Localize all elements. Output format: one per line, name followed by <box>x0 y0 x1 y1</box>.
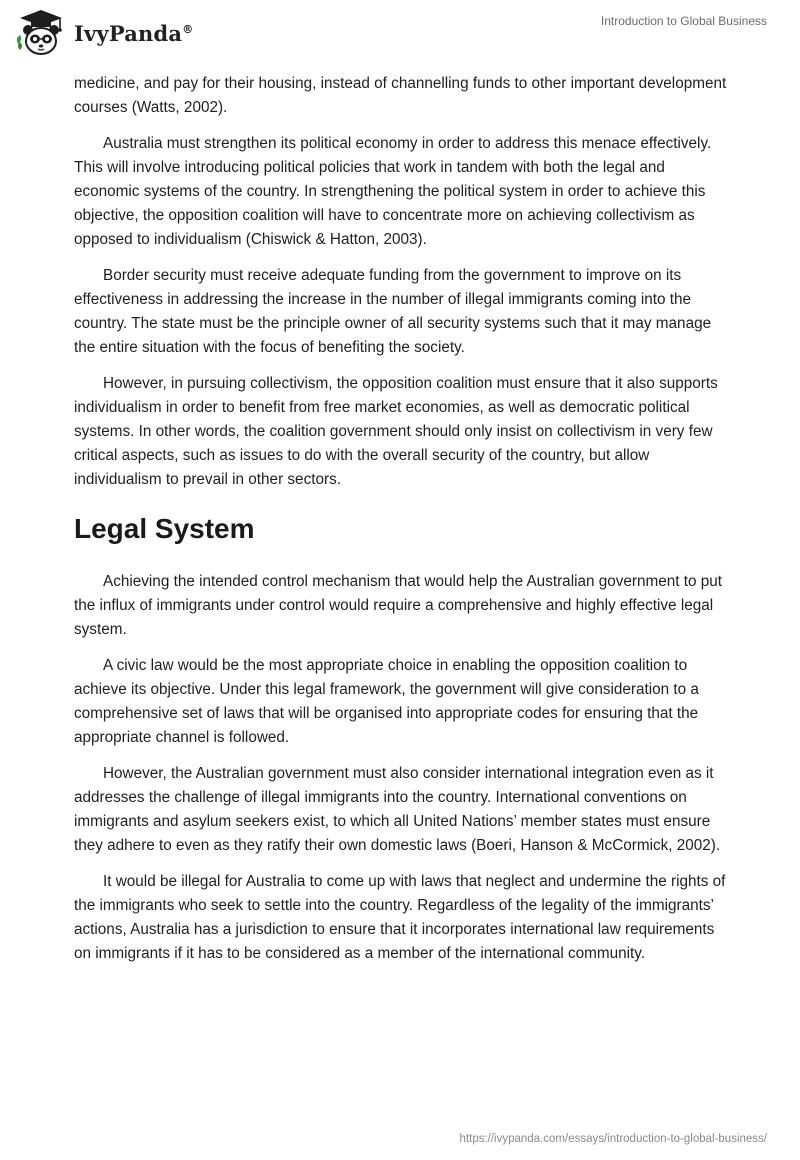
registered-mark: ® <box>182 22 194 36</box>
paragraph: medicine, and pay for their housing, instead of channelling funds to other important development courses (Watts, 2002). <box>74 75 727 116</box>
paragraph: However, the Australian government must also consider international integration even as it addresses the challenge of illegal immigrants into the country. International conventions on immigrants and asylum seekers exist, to which all United Nations’ member states must ensure they adhere to even as they ratify their own domestic laws (Boeri, Hanson & McCormick, 2002). <box>74 765 721 854</box>
paragraph: Australia must strengthen its political economy in order to address this menace effectively. This will involve introducing political policies that work in tandem with both the legal and economic systems of the country. In strengthening the political system in order to achieve this objective, the opposition coalition will have to concentrate more on achieving collectivism as opposed to individualism (Chiswick & Hatton, 2003). <box>74 135 712 248</box>
paragraph: However, in pursuing collectivism, the opposition coalition must ensure that it also supports individualism in order to benefit from free market economies, as well as democratic political systems. In other words, the coalition government should only insist on collectivism in very few critical aspects, such as issues to do with the overall security of the country, but allow individualism to prevail in other sectors. <box>74 375 718 488</box>
source-url[interactable]: https://ivypanda.com/essays/introduction-to-global-business/ <box>459 1133 767 1145</box>
section-heading-legal-system: Legal System <box>74 513 255 544</box>
paragraph: Achieving the intended control mechanism that would help the Australian government to put the influx of immigrants under control would require a comprehensive and highly effective legal system. <box>74 573 723 638</box>
ivypanda-logo[interactable] <box>14 8 193 58</box>
panda-graduate-icon <box>14 8 68 58</box>
essay-body <box>74 72 734 978</box>
brand-name: IvyPanda® <box>74 20 194 46</box>
page-header <box>0 0 800 70</box>
document-title: Introduction to Global Business <box>600 14 767 28</box>
paragraph: It would be illegal for Australia to come up with laws that neglect and undermine the rights of the immigrants who seek to settle into the country. Regardless of the legality of the immigrants’ actions, Australia has a jurisdiction to ensure that it incorporates international law requirements on immigrants if it has to be considered as a member of the international community. <box>74 873 726 962</box>
paragraph: A civic law would be the most appropriate choice in enabling the opposition coalition to achieve its objective. Under this legal framework, the government will give consideration to a comprehensive set of laws that will be organised into appropriate codes for ensuring that the appropriate channel is followed. <box>74 657 699 746</box>
paragraph: Border security must receive adequate funding from the government to improve on its effectiveness in addressing the increase in the number of illegal immigrants coming into the country. The state must be the principle owner of all security systems such that it may manage the entire situation with the focus of benefiting the society. <box>74 267 712 356</box>
